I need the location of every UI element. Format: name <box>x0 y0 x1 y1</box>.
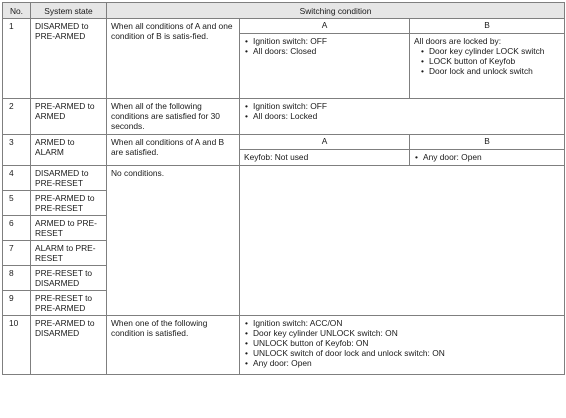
condition-a-cell <box>240 34 410 99</box>
condition-a-cell: Keyfob: Not used <box>240 150 410 166</box>
list-item: • Door lock and unlock switch <box>420 66 560 76</box>
row-number: 5 <box>3 191 31 216</box>
table-row <box>3 19 565 34</box>
switching-condition-table-container <box>2 2 564 375</box>
row-number: 6 <box>3 216 31 241</box>
condition-b-list <box>414 46 560 76</box>
list-item: • All doors: Locked <box>244 111 560 121</box>
row-system-state: DISARMED to PRE-RESET <box>31 166 107 191</box>
list-item: • All doors: Closed <box>244 46 405 56</box>
row-system-state: DISARMED to PRE-ARMED <box>31 19 107 99</box>
header-system-state: System state <box>31 3 107 19</box>
list-item: • Any door: Open <box>414 152 560 162</box>
table-row <box>3 135 565 150</box>
condition-cell-empty <box>240 166 565 316</box>
row-number: 7 <box>3 241 31 266</box>
condition-b-title: All doors are locked by: <box>414 36 502 46</box>
row-condition-description: When one of the following condition is satisfied. <box>107 316 240 375</box>
condition-b-list <box>414 152 560 162</box>
list-item: • LOCK button of Keyfob <box>420 56 560 66</box>
header-no: No. <box>3 3 31 19</box>
row-condition-description: When all conditions of A and one condition of B is satis-fied. <box>107 19 240 99</box>
condition-b-cell <box>410 150 565 166</box>
row-system-state: ARMED to PRE-RESET <box>31 216 107 241</box>
condition-list <box>244 101 560 121</box>
row-condition-description: When all conditions of A and B are satisfied. <box>107 135 240 166</box>
header-switching-condition: Switching condition <box>107 3 565 19</box>
table-row <box>3 99 565 135</box>
row-number: 3 <box>3 135 31 166</box>
table-row <box>3 166 565 191</box>
row-system-state: PRE-RESET to DISARMED <box>31 266 107 291</box>
list-item: • Ignition switch: OFF <box>244 36 405 46</box>
row-number: 2 <box>3 99 31 135</box>
row-system-state: ALARM to PRE-RESET <box>31 241 107 266</box>
row-system-state: ARMED to ALARM <box>31 135 107 166</box>
condition-cell <box>240 316 565 375</box>
table-header-row <box>3 3 565 19</box>
row-system-state: PRE-RESET to PRE-ARMED <box>31 291 107 316</box>
condition-b-label: B <box>410 135 565 150</box>
list-item: • UNLOCK button of Keyfob: ON <box>244 338 560 348</box>
row-condition-description: No conditions. <box>107 166 240 316</box>
condition-b-label: B <box>410 19 565 34</box>
condition-a-label: A <box>240 19 410 34</box>
table-row <box>3 316 565 375</box>
list-item: • Any door: Open <box>244 358 560 368</box>
list-item: • Ignition switch: ACC/ON <box>244 318 560 328</box>
list-item: • Door key cylinder LOCK switch <box>420 46 560 56</box>
row-system-state: PRE-ARMED to ARMED <box>31 99 107 135</box>
condition-a-list <box>244 36 405 56</box>
row-number: 8 <box>3 266 31 291</box>
list-item: • Door key cylinder UNLOCK switch: ON <box>244 328 560 338</box>
row-condition-description: When all of the following conditions are satisfied for 30 seconds. <box>107 99 240 135</box>
row-system-state: PRE-ARMED to DISARMED <box>31 316 107 375</box>
row-system-state: PRE-ARMED to PRE-RESET <box>31 191 107 216</box>
switching-condition-table <box>2 2 565 375</box>
condition-cell <box>240 99 565 135</box>
list-item: • Ignition switch: OFF <box>244 101 560 111</box>
row-number: 4 <box>3 166 31 191</box>
row-number: 10 <box>3 316 31 375</box>
row-number: 1 <box>3 19 31 99</box>
condition-b-cell <box>410 34 565 99</box>
row-number: 9 <box>3 291 31 316</box>
condition-list <box>244 318 560 368</box>
condition-a-label: A <box>240 135 410 150</box>
list-item: • UNLOCK switch of door lock and unlock switch: ON <box>244 348 560 358</box>
